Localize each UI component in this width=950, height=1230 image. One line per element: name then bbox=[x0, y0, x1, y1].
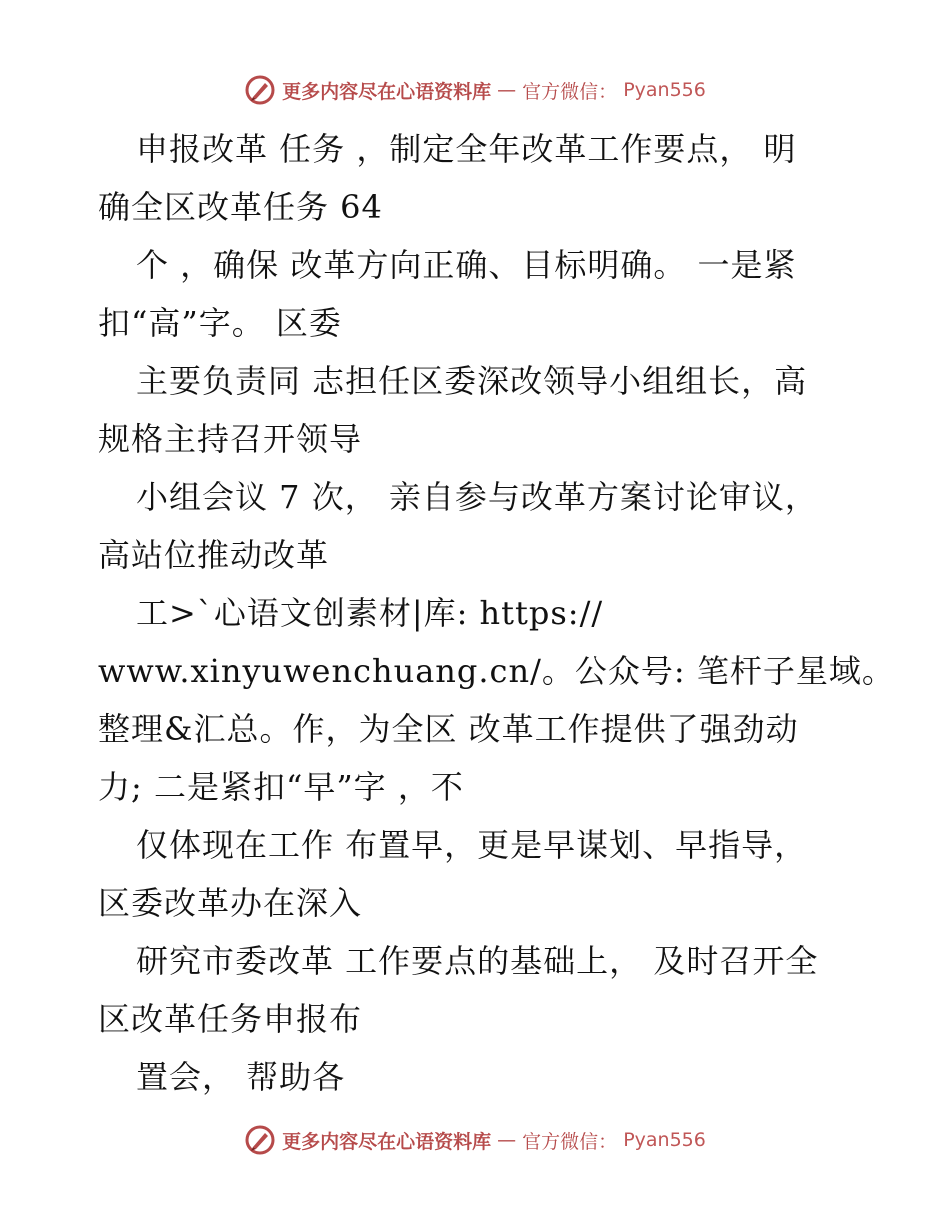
text-line: 主要负责同 志担任区委深改领导小组组长，高 bbox=[136, 362, 808, 400]
watermark-brand: 更多内容尽在心语资料库 bbox=[282, 80, 492, 103]
text-line: www.xinyuwenchuang.cn/。公众号: 笔杆子星域。 bbox=[98, 652, 895, 690]
text-line: 工>`心语文创素材|库: https:// bbox=[136, 594, 604, 632]
text-line: 高站位推动改革 bbox=[98, 536, 330, 574]
header-watermark bbox=[0, 70, 950, 110]
pen-logo-icon bbox=[244, 74, 276, 106]
text-line: 研究市委改革 工作要点的基础上， 及时召开全 bbox=[136, 942, 819, 980]
text-line: 个 ，确保 改革方向正确、目标明确。 一是紧 bbox=[136, 246, 797, 284]
watermark-wechat-id: Pyan556 bbox=[623, 1129, 706, 1151]
text-line: 仅体现在工作 布置早，更是早谋划、早指导， bbox=[136, 826, 808, 864]
text-line: 力; 二是紧扣“早”字 ，不 bbox=[98, 768, 464, 806]
text-line: 置会， 帮助各 bbox=[136, 1058, 346, 1096]
text-line: 申报改革 任务 ，制定全年改革工作要点， 明 bbox=[136, 130, 797, 168]
text-line: 小组会议 7 次， 亲自参与改革方案讨论审议， bbox=[136, 478, 818, 516]
text-line: 扣“高”字。 区委 bbox=[98, 304, 342, 342]
text-line: 区委改革办在深入 bbox=[98, 884, 363, 922]
text-line: 确全区改革任务 64 bbox=[98, 188, 383, 226]
text-line: 规格主持召开领导 bbox=[98, 420, 363, 458]
text-line: 整理&汇总。作，为全区 改革工作提供了强劲动 bbox=[98, 710, 799, 748]
watermark-wechat-label: 官方微信： bbox=[522, 1130, 618, 1153]
watermark-separator: — bbox=[497, 79, 517, 101]
watermark-brand: 更多内容尽在心语资料库 bbox=[282, 1130, 492, 1153]
pen-logo-icon bbox=[244, 1124, 276, 1156]
document-body bbox=[98, 120, 895, 1106]
footer-watermark bbox=[0, 1120, 950, 1160]
watermark-wechat-id: Pyan556 bbox=[623, 79, 706, 101]
text-line: 区改革任务申报布 bbox=[98, 1000, 363, 1038]
watermark-separator: — bbox=[497, 1129, 517, 1151]
watermark-wechat-label: 官方微信： bbox=[522, 80, 618, 103]
